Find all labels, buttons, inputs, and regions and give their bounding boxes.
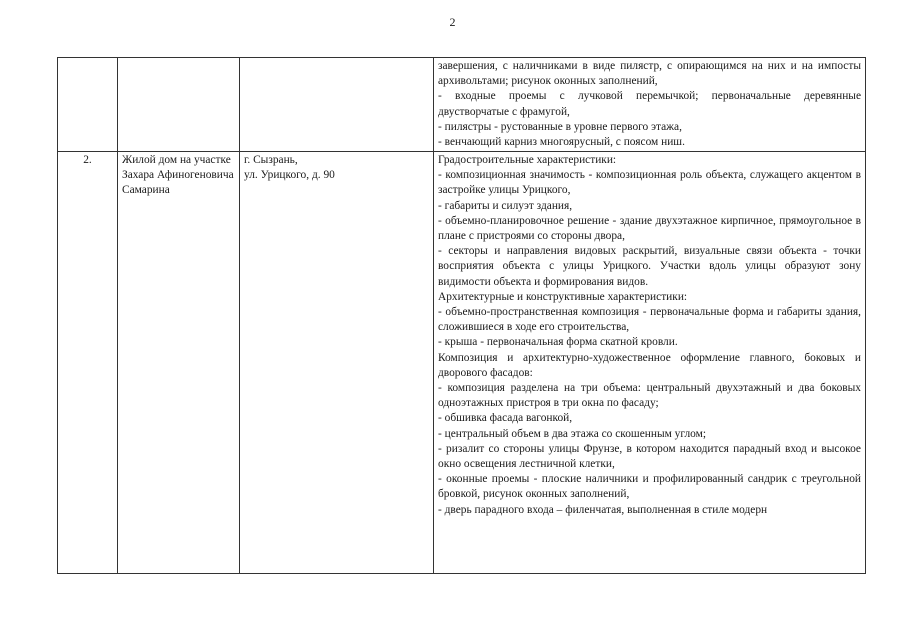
description-line: - пилястры - рустованные в уровне первого этажа, [438, 120, 682, 133]
description-cell [434, 58, 866, 152]
description-line: - композиционная значимость - композиционная роль объекта, служащего акцентом в застройке улицы Урицкого, [438, 169, 861, 197]
row-number-cell [58, 58, 118, 152]
address-cell [240, 58, 434, 152]
description-line: - входные проемы с лучковой перемычкой; первоначальные деревянные двустворчатые с фрамугой, [438, 90, 861, 118]
object-name-cell [118, 58, 240, 152]
description-line: - венчающий карниз многоярусный, с поясом ниш. [438, 136, 685, 149]
address-line: ул. Урицкого, д. 90 [244, 169, 335, 182]
description-line: Архитектурные и конструктивные характеристики: [438, 290, 688, 303]
description-line: - дверь парадного входа – филенчатая, выполненная в стиле модерн [438, 503, 768, 516]
description-line: - композиция разделена на три объема: центральный двухэтажный и два боковых одноэтажных пристроя в три окна по фасаду; [438, 382, 861, 410]
description-line: - секторы и направления видовых раскрытий, визуальные связи объекта - точки восприятия объекта с улицы Урицкого. Участки вдоль улицы образуют зону видимости объекта и формирования видов. [438, 245, 861, 288]
description-line: - обшивка фасада вагонкой, [438, 412, 573, 425]
row-number-cell: 2. [58, 152, 118, 574]
description-line: Композиция и архитектурно-художественное оформление главного, боковых и дворового фасадов: [438, 351, 861, 379]
page-number: 2 [449, 15, 456, 29]
description-line: - оконные проемы - плоские наличники и профилированный сандрик с треугольной бровкой, рисунок оконных заполнений, [438, 473, 861, 501]
heritage-table [57, 57, 866, 574]
address-cell [240, 152, 434, 574]
object-name-cell: Жилой дом на участке Захара Афиногеновича Самарина [118, 152, 240, 574]
description-line: - центральный объем в два этажа со скошенным углом; [438, 427, 706, 440]
table-row [58, 58, 866, 152]
table-row [58, 152, 866, 574]
description-line: - крыша - первоначальная форма скатной кровли. [438, 336, 678, 349]
description-line: - объемно-планировочное решение - здание двухэтажное кирпичное, прямоугольное в плане с пристроями со стороны двора, [438, 214, 861, 243]
description-line: завершения, с наличниками в виде пилястр, с опирающимся на них и на импосты архивольтами; рисунок оконных заполнений, [438, 60, 861, 88]
description-cell [434, 152, 866, 574]
address-line: г. Сызрань, [244, 154, 298, 166]
description-line: - объемно-пространственная композиция - первоначальные форма и габариты здания, сложившиеся в ходе его строительства, [438, 306, 861, 334]
description-line: Градостроительные характеристики: [438, 154, 617, 166]
description-line: - ризалит со стороны улицы Фрунзе, в котором находится парадный вход и высокое окно освещения лестничной клетки, [438, 442, 861, 471]
description-line: - габариты и силуэт здания, [438, 199, 573, 212]
